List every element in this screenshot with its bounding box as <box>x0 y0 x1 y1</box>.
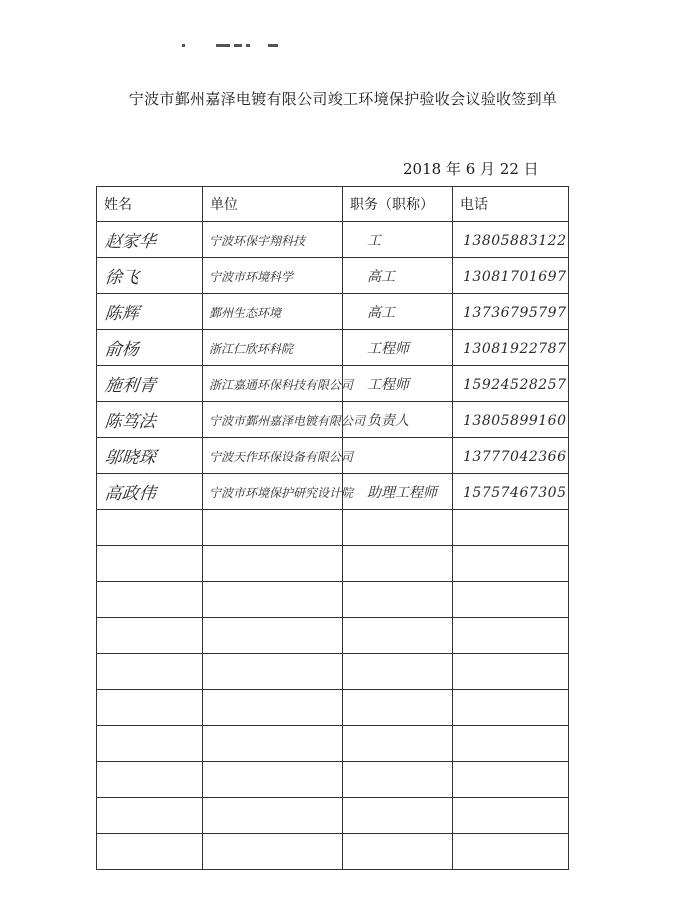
cell-name-text: 邬晓琛 <box>103 448 157 468</box>
cell-tel-text: 13805899160 <box>463 413 567 429</box>
table-row <box>97 546 569 582</box>
cell-tel <box>453 762 569 798</box>
cell-tel <box>453 294 569 330</box>
table-row <box>97 726 569 762</box>
cell-role <box>343 258 453 294</box>
cell-unit <box>203 618 343 654</box>
cell-unit <box>203 762 343 798</box>
table-row <box>97 258 569 294</box>
cell-role-text: 负责人 <box>367 412 409 429</box>
table-row <box>97 438 569 474</box>
header-role: 职务（职称） <box>343 187 453 222</box>
table-row <box>97 294 569 330</box>
cell-role-text: 工程师 <box>367 340 409 357</box>
cell-role-text: 高工 <box>367 304 395 321</box>
table-row <box>97 582 569 618</box>
cell-role <box>343 222 453 258</box>
cell-role <box>343 294 453 330</box>
cell-name-text: 高政伟 <box>103 484 157 504</box>
cell-unit <box>203 438 354 474</box>
cell-role <box>343 366 453 402</box>
cell-unit <box>203 474 354 510</box>
cell-role-text: 工 <box>367 232 381 249</box>
cell-role <box>343 438 453 474</box>
table-row <box>97 330 569 366</box>
cell-unit-text: 浙江嘉通环保科技有限公司 <box>209 378 354 392</box>
cell-role <box>343 474 453 510</box>
header-name: 姓名 <box>97 187 203 222</box>
cell-role-text: 高工 <box>367 268 395 285</box>
cell-role <box>343 402 453 438</box>
cell-tel <box>453 690 569 726</box>
cell-unit <box>203 330 343 366</box>
cell-tel <box>453 366 569 402</box>
cell-unit <box>203 294 343 330</box>
cell-role <box>343 834 453 870</box>
cell-unit-text: 宁波市环境科学 <box>209 270 294 284</box>
cell-tel-text: 13777042366 <box>463 449 567 465</box>
cell-name <box>97 762 203 798</box>
table-header-row <box>97 187 569 222</box>
cell-role-text: 助理工程师 <box>367 484 437 501</box>
cell-tel <box>453 834 569 870</box>
document-title: 宁波市鄞州嘉泽电镀有限公司竣工环境保护验收会议验收签到单 <box>128 90 558 108</box>
cell-tel-text: 15924528257 <box>463 377 567 393</box>
cell-tel <box>453 330 569 366</box>
header-tel: 电话 <box>453 187 569 222</box>
table-row <box>97 510 569 546</box>
cell-role <box>343 330 453 366</box>
cell-name <box>97 834 203 870</box>
cell-tel-text: 13081922787 <box>463 341 567 357</box>
table-row <box>97 618 569 654</box>
cell-role <box>343 510 453 546</box>
cell-tel <box>453 546 569 582</box>
table-row <box>97 402 569 438</box>
cell-name <box>97 654 203 690</box>
cell-tel-text: 15757467305 <box>463 485 567 501</box>
cell-unit <box>203 366 354 402</box>
table-row <box>97 798 569 834</box>
cell-name <box>97 546 203 582</box>
cell-tel <box>453 618 569 654</box>
cell-unit <box>203 510 343 546</box>
document-date: 2018 年 6 月 22 日 <box>403 160 539 178</box>
cell-name <box>97 474 203 510</box>
header-unit: 单位 <box>203 187 343 222</box>
signin-table <box>96 186 569 870</box>
cell-tel <box>453 726 569 762</box>
cell-unit-text: 鄞州生态环境 <box>209 306 282 320</box>
cell-unit <box>203 582 343 618</box>
cell-unit <box>203 798 343 834</box>
cell-unit-text: 宁波市环境保护研究设计院 <box>209 486 354 500</box>
cell-name-text: 徐飞 <box>103 268 140 288</box>
cell-tel <box>453 582 569 618</box>
cell-unit <box>203 402 366 438</box>
cell-tel-text: 13081701697 <box>463 269 567 285</box>
table-row <box>97 654 569 690</box>
cell-unit <box>203 690 343 726</box>
table-row <box>97 690 569 726</box>
cell-unit <box>203 834 343 870</box>
cell-tel <box>453 654 569 690</box>
cell-unit-text: 宁波市鄞州嘉泽电镀有限公司 <box>209 414 366 428</box>
cell-name <box>97 726 203 762</box>
table-row <box>97 834 569 870</box>
cell-role <box>343 762 453 798</box>
table-row <box>97 474 569 510</box>
cell-tel <box>453 402 569 438</box>
cell-name <box>97 258 203 294</box>
cell-name-text: 陈笃法 <box>103 412 157 432</box>
cell-unit <box>203 726 343 762</box>
cell-name-text: 俞杨 <box>103 340 140 360</box>
cell-role <box>343 654 453 690</box>
cell-unit <box>203 546 343 582</box>
cell-unit-text: 浙江仁欣环科院 <box>209 342 294 356</box>
cell-unit-text: 宁波环保宇翔科技 <box>209 234 306 248</box>
cell-tel <box>453 510 569 546</box>
table-body <box>97 222 569 870</box>
cell-name <box>97 690 203 726</box>
cell-tel-text: 13805883122 <box>463 233 567 249</box>
cell-name <box>97 366 203 402</box>
cell-name-text: 陈辉 <box>103 304 140 324</box>
cell-unit <box>203 258 343 294</box>
cell-unit-text: 宁波天作环保设备有限公司 <box>209 450 354 464</box>
cell-role <box>343 546 453 582</box>
scan-artifact-marks <box>182 44 282 50</box>
cell-role <box>343 690 453 726</box>
cell-role <box>343 582 453 618</box>
cell-name <box>97 618 203 654</box>
cell-tel <box>453 258 569 294</box>
cell-name <box>97 294 203 330</box>
cell-name-text: 施利青 <box>103 376 157 396</box>
cell-name <box>97 438 203 474</box>
table-row <box>97 762 569 798</box>
cell-role <box>343 618 453 654</box>
cell-tel-text: 13736795797 <box>463 305 567 321</box>
cell-name <box>97 582 203 618</box>
cell-name <box>97 330 203 366</box>
table-row <box>97 222 569 258</box>
cell-unit <box>203 654 343 690</box>
cell-role-text: 工程师 <box>367 376 409 393</box>
cell-tel <box>453 438 569 474</box>
cell-role <box>343 726 453 762</box>
cell-name-text: 赵家华 <box>103 232 157 252</box>
cell-name <box>97 798 203 834</box>
cell-tel <box>453 222 569 258</box>
cell-tel <box>453 798 569 834</box>
cell-role <box>343 798 453 834</box>
cell-name <box>97 222 203 258</box>
cell-tel <box>453 474 569 510</box>
cell-name <box>97 510 203 546</box>
cell-unit <box>203 222 343 258</box>
table-row <box>97 366 569 402</box>
cell-name <box>97 402 203 438</box>
